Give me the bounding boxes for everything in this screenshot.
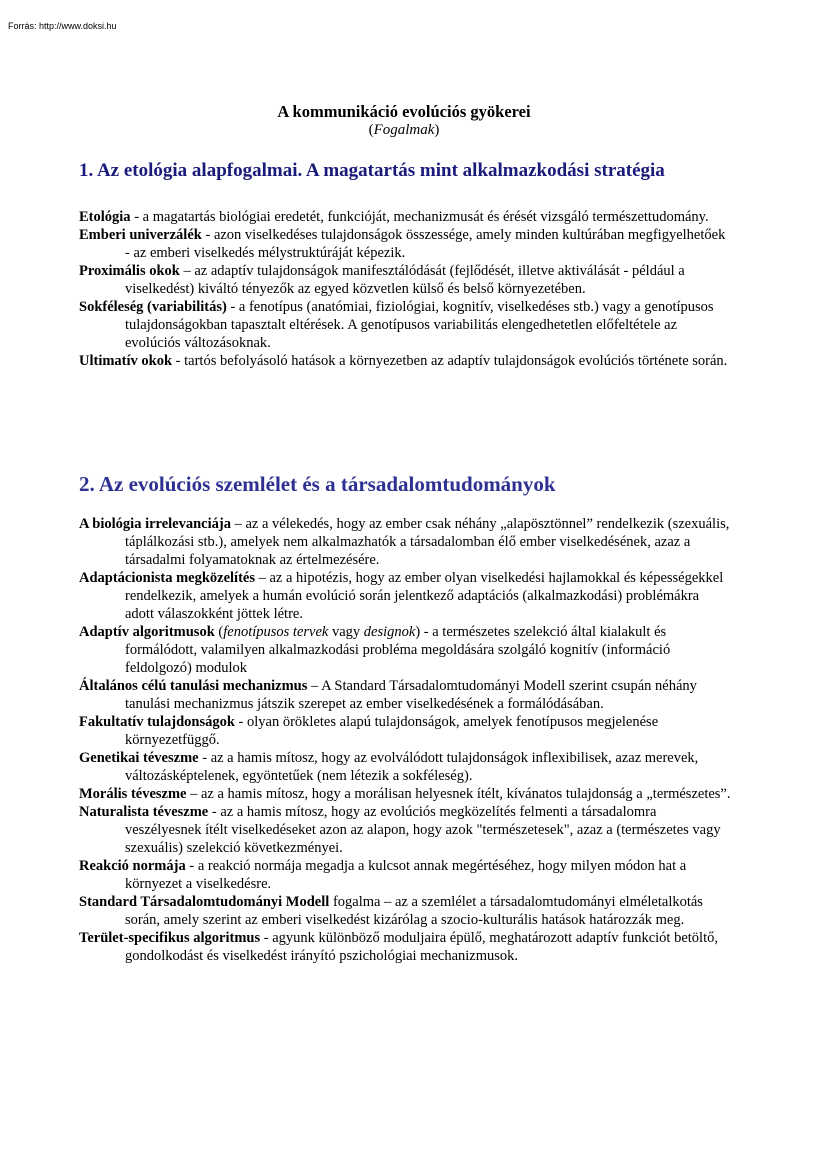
definition-entry [79, 352, 731, 370]
separator: ) - [415, 624, 433, 640]
term: Etológia [79, 209, 131, 225]
open-paren: ( [214, 624, 224, 640]
document-subtitle: (Fogalmak) [368, 122, 440, 138]
term: Proximális okok [79, 263, 180, 279]
definition: agyunk különböző moduljaira épülő, meghatározott adaptív funkciót betöltő, gondolkodást és viselkedést irányító pszichológiai mechanizmusok. [125, 930, 718, 964]
separator: - [208, 804, 221, 820]
definition-entry [79, 515, 731, 569]
definition-entry [79, 857, 731, 893]
term: Általános célú tanulási mechanizmus [79, 678, 308, 694]
definition-entry [79, 803, 731, 857]
definition: azon viselkedéses tulajdonságok összessége, amely minden kultúrában megfigyelhetőek - az emberi viselkedés mélystruktúráját képezik. [125, 227, 726, 261]
definition: a természetes szelekció által kialakult és formálódott, valamilyen alkalmazkodási probléma megoldására szolgáló kognitív (információ feldolgozó) modulok [125, 624, 671, 676]
separator: - [201, 227, 214, 243]
term: Reakció normája [79, 858, 186, 874]
term: Naturalista téveszme [79, 804, 209, 820]
definition-entry [79, 713, 731, 749]
section-1-definitions [79, 208, 731, 370]
separator: - [198, 750, 211, 766]
definition: a reakció normája megadja a kulcsot annak megértéséhez, hogy milyen módon hat a környezet a viselkedésre. [125, 858, 687, 892]
separator: - [226, 299, 239, 315]
separator: fogalma – [329, 894, 395, 910]
definition: az a szemlélet a társadalomtudományi elméletalkotás során, amely szerint az emberi viselkedést kizárólag a szocio-kulturális hatások határozzák meg. [125, 894, 703, 928]
separator: - [260, 930, 273, 946]
definition-entry [79, 749, 731, 785]
definition-entry [79, 929, 731, 965]
definition: az a hamis mítosz, hogy az evolúciós megközelítés felmenti a társadalomra veszélyesnek ítélt viselkedéseket azon az alapon, hogy azok "természetesek", azaz a (természetes vagy szexuális) szelekció következményei. [125, 804, 721, 856]
definition-entry [79, 226, 731, 262]
separator: – [307, 678, 322, 694]
definition: olyan örökletes alapú tulajdonságok, amelyek fenotípusos megjelenése környezetfüggő. [125, 714, 659, 748]
definition-entry [79, 893, 731, 929]
term: A biológia irrelevanciája [79, 516, 231, 532]
definition: az a hamis mítosz, hogy az evolválódott tulajdonságok inflexibilisek, azaz merevek, változásképtelenek, egyöntetűek (nem létezik a sokféleség). [125, 750, 699, 784]
definition: a magatartás biológiai eredetét, funkcióját, mechanizmusát és érését vizsgáló természettudomány. [142, 209, 709, 225]
separator: - [234, 714, 248, 730]
source-note: Forrás: http://www.doksi.hu [8, 21, 117, 31]
separator: – [255, 570, 270, 586]
separator: - [172, 353, 185, 369]
document-title: A kommunikáció evolúciós gyökerei [277, 102, 531, 121]
definition-entry [79, 623, 731, 677]
italic-note: fenotípusos tervek [223, 624, 329, 640]
definition-entry [79, 208, 731, 226]
separator: – [230, 516, 246, 532]
term: Genetikai téveszme [79, 750, 199, 766]
term: Emberi univerzálék [79, 227, 202, 243]
definition-entry [79, 569, 731, 623]
definition: tartós befolyásoló hatások a környezetben az adaptív tulajdonságok evolúciós története során. [184, 353, 728, 369]
definition: az a hamis mítosz, hogy a morálisan helyesnek ítélt, kívánatos tulajdonság a „természetes”. [201, 786, 731, 802]
term: Morális téveszme [79, 786, 187, 802]
section-1-heading: 1. Az etológia alapfogalmai. A magatartás mint alkalmazkodási stratégia [79, 160, 665, 181]
term: Adaptácionista megközelítés [79, 570, 255, 586]
definition-entry [79, 785, 731, 803]
term: Terület-specifikus algoritmus [79, 930, 261, 946]
connector: vagy [328, 624, 364, 640]
definition-entry [79, 262, 731, 298]
term: Ultimatív okok [79, 353, 173, 369]
definition: a fenotípus (anatómiai, fiziológiai, kognitív, viselkedéses stb.) vagy a genotípusos tulajdonságokban tapasztalt eltérések. A genotípusos variabilitás elengedhetetlen előfeltétele az evolúciós változásoknak. [125, 299, 714, 351]
separator: – [186, 786, 201, 802]
definition: A Standard Társadalomtudományi Modell szerint csupán néhány tanulási mechanizmus játszik szerepet az ember viselkedésének a formálódásában. [125, 678, 697, 712]
definition: az adaptív tulajdonságok manifesztálódását (fejlődését, illetve aktiválását - például a viselkedést) kiváltó tényezők az egyed közvetlen külső és belső környezetében. [125, 263, 685, 297]
separator: - [185, 858, 198, 874]
section-2-heading: 2. Az evolúciós szemlélet és a társadalomtudományok [79, 472, 556, 496]
term: Fakultatív tulajdonságok [79, 714, 235, 730]
italic-note: designok [363, 624, 416, 640]
definition: az a vélekedés, hogy az ember csak néhány „alapösztönnel” rendelkezik (szexuális, táplálkozási stb.), amelyek nem alkalmazhatók a társadalomban élő ember viselkedésének, azaz a társadalmi folyamatoknak az értelmezésére. [125, 516, 730, 568]
subtitle-text: Fogalmak [373, 122, 435, 138]
term: Standard Társadalomtudományi Modell [79, 894, 330, 910]
definition: az a hipotézis, hogy az ember olyan viselkedési hajlamokkal és képességekkel rendelkezik, amelyek a humán evolúció során jelentkező adaptációs (alkalmazkodási) problémákra adott válaszokként jöttek létre. [125, 570, 724, 622]
separator: - [130, 209, 143, 225]
section-2-definitions [79, 515, 731, 965]
term: Adaptív algoritmusok [79, 624, 215, 640]
definition-entry [79, 677, 731, 713]
term: Sokféleség (variabilitás) [79, 299, 227, 315]
definition-entry [79, 298, 731, 352]
separator: – [179, 263, 195, 279]
